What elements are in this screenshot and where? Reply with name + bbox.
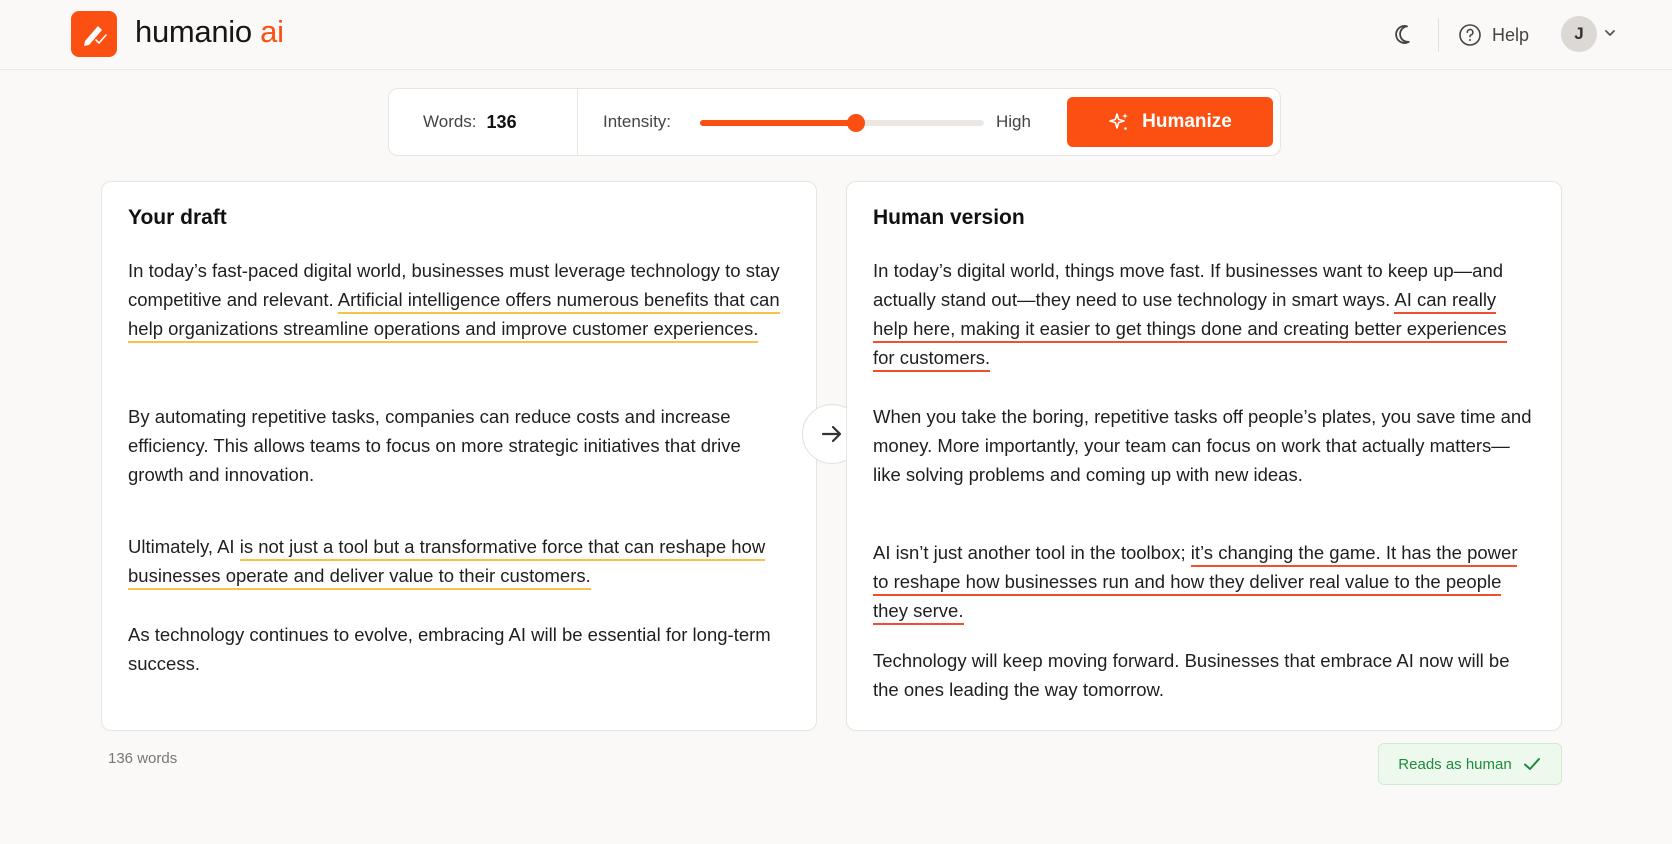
brand-accent: ai xyxy=(260,14,284,49)
words-label: Words: xyxy=(423,112,477,131)
human-paragraph-1[interactable] xyxy=(873,256,1533,372)
draft-paragraph-4[interactable]: As technology continues to evolve, embracing AI will be essential for long-term success. xyxy=(128,624,771,674)
top-header xyxy=(0,0,1672,70)
status-label: Reads as human xyxy=(1398,755,1512,773)
draft-paragraph-3[interactable] xyxy=(128,532,788,590)
intensity-slider-fill xyxy=(700,120,856,126)
help-circle-icon xyxy=(1458,23,1482,47)
human-paragraph-3[interactable] xyxy=(873,538,1533,625)
draft-p1-text: In today’s fast-paced digital world, businesses must leverage technology to stay competitive and relevant. xyxy=(128,260,780,310)
draft-p3-text: Ultimately, AI xyxy=(128,536,240,557)
human-p3-text: AI isn’t just another tool in the toolbox; xyxy=(873,542,1191,563)
humanize-label: Humanize xyxy=(1142,111,1232,132)
human-p1-highlight[interactable]: AI can really help here, making it easier to get things done and creating better experiences for customers. xyxy=(873,289,1507,372)
draft-p1-highlight[interactable]: Artificial intelligence offers numerous benefits that can help organizations streamline operations and improve customer experiences. xyxy=(128,289,780,343)
human-paragraph-4[interactable]: Technology will keep moving forward. Businesses that embrace AI now will be the ones leading the way tomorrow. xyxy=(873,650,1510,700)
draft-paragraph-2[interactable]: By automating repetitive tasks, companies can reduce costs and increase efficiency. This allows teams to focus on more strategic initiatives that drive growth and innovation. xyxy=(128,406,741,485)
word-counter xyxy=(423,89,517,155)
human-version-panel xyxy=(846,181,1562,731)
intensity-slider-thumb[interactable] xyxy=(847,114,865,132)
intensity-label: Intensity: xyxy=(603,112,672,131)
brand-logo[interactable] xyxy=(135,14,284,50)
avatar[interactable]: J xyxy=(1561,16,1597,52)
human-p3-highlight[interactable]: it’s changing the game. It has the power to reshape how businesses run and how they deliver real value to the people they serve. xyxy=(873,542,1517,625)
humanize-button[interactable] xyxy=(1067,97,1273,147)
draft-paragraph-1[interactable] xyxy=(128,256,788,343)
draft-title: Your draft xyxy=(128,206,227,229)
header-divider xyxy=(1438,18,1439,52)
humanize-toolbar xyxy=(388,88,1281,156)
footer-word-count: 136 words xyxy=(108,750,178,767)
intensity-max-label: High xyxy=(996,112,1031,131)
brand-name: humanio xyxy=(135,14,252,49)
chevron-down-icon[interactable] xyxy=(1603,26,1617,40)
check-icon xyxy=(1522,754,1542,774)
draft-p3-highlight[interactable]: is not just a tool but a transformative force that can reshape how businesses operate and deliver value to their customers. xyxy=(128,536,765,590)
words-count: 136 xyxy=(486,111,517,132)
human-version-title: Human version xyxy=(873,206,1025,229)
intensity-slider[interactable] xyxy=(700,120,984,126)
reads-as-human-badge xyxy=(1378,743,1562,785)
human-p1-text: In today’s digital world, things move fast. If businesses want to keep up—and actually stand out—they need to use technology in smart ways. xyxy=(873,260,1504,310)
moon-icon[interactable] xyxy=(1393,22,1419,48)
help-label: Help xyxy=(1492,24,1530,45)
human-paragraph-2[interactable]: When you take the boring, repetitive tasks off people’s plates, you save time and money. More importantly, your team can focus on work that actually matters—like solving problems and coming up with new ideas. xyxy=(873,406,1532,485)
toolbar-divider xyxy=(577,89,578,155)
logo-pencil-icon[interactable] xyxy=(71,11,117,57)
draft-panel xyxy=(101,181,817,731)
help-button[interactable] xyxy=(1458,22,1529,48)
sparkle-icon xyxy=(1108,111,1130,133)
